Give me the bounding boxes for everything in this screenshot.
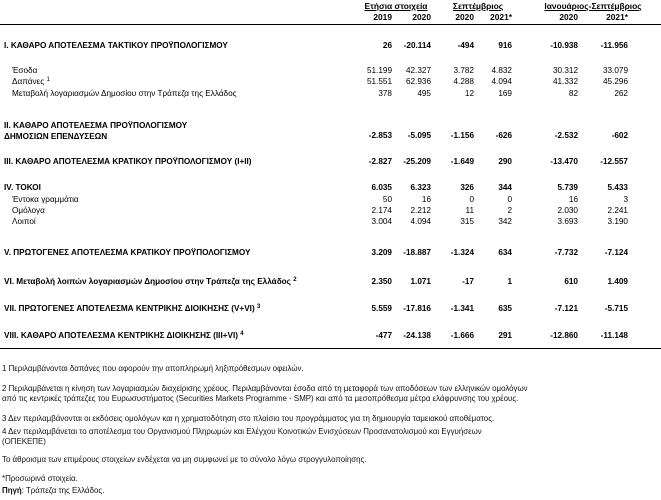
row-label: V. ΠΡΩΤΟΓΕΝΕΣ ΑΠΟΤΕΛΕΣΜΑ ΚΡΑΤΙΚΟΥ ΠΡΟΫΠΟΛΟΓΙΣΜΟΥ [4,248,251,257]
cell-value: -11.148 [600,331,628,340]
cell-value: 30.312 [552,66,578,75]
cell-value: -477 [375,331,392,340]
row-label [4,120,187,142]
source-note [2,486,659,496]
cell-value: 1 [507,277,512,286]
cell-value: 4.094 [491,77,512,86]
row-label [4,304,260,313]
cell-value: 3.693 [557,217,578,226]
provisional-note [2,474,659,484]
cell-value: 51.199 [366,66,392,75]
cell-value: 2.241 [607,206,628,215]
footnote-marker: 3 [256,304,261,310]
cell-value: 51.551 [366,77,392,86]
cell-value: 5.739 [557,183,578,192]
cell-value: 5.433 [607,183,628,192]
cell-value: -12.860 [550,331,578,340]
cell-value: -11.956 [600,41,628,50]
row-label [4,277,297,286]
cell-value: -1.666 [450,331,474,340]
row-label: IV. ΤΟΚΟΙ [4,183,41,192]
cell-value: 326 [460,183,474,192]
cell-value: -602 [611,131,628,140]
cell-value: -17.816 [403,304,431,313]
header-year: 2021* [606,12,628,22]
cell-value: 50 [382,195,392,204]
cell-value: -5.095 [407,131,431,140]
cell-value: 16 [568,195,578,204]
footnote-marker: 2 [293,277,297,283]
cell-value: 2.212 [410,206,431,215]
cell-value: -20.114 [403,41,431,50]
cell-value: -1.649 [450,157,474,166]
row-label-text: VIII. ΚΑΘΑΡΟ ΑΠΟΤΕΛΕΣΜΑ ΚΕΝΤΡΙΚΗΣ ΔΙΟΙΚΗΣΗΣ (III+VI) [4,331,238,340]
cell-value: 5.559 [371,304,392,313]
cell-value: 41.332 [552,77,578,86]
cell-value: 82 [568,89,578,98]
header-group-annual: Ετήσια στοιχεία [364,1,428,11]
cell-value: -7.732 [554,248,578,257]
cell-value: -494 [457,41,474,50]
row-label: Έσοδα [12,66,38,75]
cell-value: -10.938 [550,41,578,50]
footnote-marker: 4 [240,331,244,337]
row-label: Μεταβολή λογαριασμών Δημοσίου στην Τράπεζα της Ελλάδος [12,89,237,98]
cell-value: 16 [421,195,431,204]
footnote-line: 2 Περιλαμβάνεται η κίνηση των λογαριασμών διαχείρισης χρέους. Περιλαμβάνονται έσοδα από τη μεταφορά των αποδόσεων των ελληνικών ομολόγων [2,384,528,393]
row-label [12,77,50,86]
header-year: 2020 [455,12,474,22]
cell-value: 2.174 [371,206,392,215]
source-text: : Τράπεζα της Ελλάδος. [21,486,105,495]
provisional-note-text: *Προσωρινά στοιχεία. [2,474,78,483]
cell-value: 62.936 [405,77,431,86]
cell-value: 45.296 [602,77,628,86]
cell-value: 262 [614,89,628,98]
cell-value: 4.832 [491,66,512,75]
cell-value: 42.327 [405,66,431,75]
row-label: III. ΚΑΘΑΡΟ ΑΠΟΤΕΛΕΣΜΑ ΚΡΑΤΙΚΟΥ ΠΡΟΫΠΟΛΟΓΙΣΜΟΥ (I+II) [4,157,252,166]
row-label-text: VII. ΠΡΩΤΟΓΕΝΕΣ ΑΠΟΤΕΛΕΣΜΑ ΚΕΝΤΡΙΚΗΣ ΔΙΟΙΚΗΣΗΣ (V+VI) [4,304,255,313]
footnote [2,427,659,447]
cell-value: -7.121 [554,304,578,313]
cell-value: 1.409 [607,277,628,286]
cell-value: 4.288 [453,77,474,86]
cell-value: -17 [462,277,474,286]
footnote-line: 1 Περιλαμβάνονται δαπάνες που αφορούν την αποπληρωμή ληξιπρόθεσμων οφειλών. [2,364,304,373]
header-group-september: Σεπτέμβριος [452,1,504,11]
header-divider [0,24,661,25]
cell-value: 6.035 [371,183,392,192]
header-year: 2020 [559,12,578,22]
cell-value: 3.209 [371,248,392,257]
footnote-line: 3 Δεν περιλαμβάνονται οι εκδόσεις ομολόγων και η χρηματοδότηση στο πλαίσιο του προγράμματος για τη δημιουργία ταμειακού αποθέματος. [2,414,495,423]
cell-value: 33.079 [602,66,628,75]
footnote-line: Το άθροισμα των επιμέρους στοιχείων ενδέχεται να μη συμφωνεί με το σύνολο λόγω στρογγυλοποίησης. [2,455,367,464]
cell-value: -2.853 [368,131,392,140]
cell-value: 3.782 [453,66,474,75]
cell-value: 3 [623,195,628,204]
row-label: Έντοκα γραμμάτια [12,195,79,204]
cell-value: -2.532 [554,131,578,140]
footnote [2,455,659,465]
header-year: 2020 [412,12,431,22]
footnote-line: (ΟΠΕΚΕΠΕ) [2,437,46,446]
cell-value: 0 [507,195,512,204]
header-year: 2021* [490,12,512,22]
cell-value: 495 [417,89,431,98]
cell-value: 1.071 [410,277,431,286]
row-label: I. ΚΑΘΑΡΟ ΑΠΟΤΕΛΕΣΜΑ ΤΑΚΤΙΚΟΥ ΠΡΟΫΠΟΛΟΓΙΣΜΟΥ [4,41,228,50]
row-label-text: VI. Μεταβολή λοιπών λογαριασμών Δημοσίου στην Τράπεζα της Ελλάδος [4,277,291,286]
row-label-text: Δαπάνες [12,77,45,86]
cell-value: 0 [469,195,474,204]
cell-value: 344 [498,183,512,192]
cell-value: -13.470 [550,157,578,166]
cell-value: -1.324 [450,248,474,257]
cell-value: 12 [464,89,474,98]
cell-value: 2.350 [371,277,392,286]
cell-value: 169 [498,89,512,98]
cell-value: -12.557 [600,157,628,166]
cell-value: -1.156 [450,131,474,140]
cell-value: 342 [498,217,512,226]
row-label-line: II. ΚΑΘΑΡΟ ΑΠΟΤΕΛΕΣΜΑ ΠΡΟΫΠΟΛΟΓΙΣΜΟΥ [4,121,188,130]
cell-value: -2.827 [368,157,392,166]
cell-value: 634 [498,248,512,257]
header-group-jan-sep: Ιανουάριος-Σεπτέμβριος [544,1,642,11]
cell-value: -24.138 [403,331,431,340]
row-label-line: ΔΗΜΟΣΙΩΝ ΕΠΕΝΔΥΣΕΩΝ [4,132,108,141]
footnote [2,414,659,424]
cell-value: 291 [498,331,512,340]
footnote-line: από τις κεντρικές τράπεζες του Ευρωσυστήματος (Securities Markets Programme - SMP) και από τα μεσοπρόθεσμα μέτρα ελάφρυνσης του χρέους. [2,394,519,403]
cell-value: 3.190 [607,217,628,226]
table-bottom-divider [0,348,661,349]
row-label [4,331,244,340]
footnote [2,364,659,374]
cell-value: 378 [378,89,392,98]
header-year: 2019 [373,12,392,22]
cell-value: 2 [507,206,512,215]
cell-value: 3.004 [371,217,392,226]
cell-value: 916 [498,41,512,50]
cell-value: -5.715 [604,304,628,313]
cell-value: -626 [495,131,512,140]
cell-value: -7.124 [604,248,628,257]
cell-value: 26 [382,41,392,50]
cell-value: -18.887 [403,248,431,257]
cell-value: 11 [465,206,474,215]
cell-value: 6.323 [410,183,431,192]
row-label: Ομόλογα [12,206,45,215]
cell-value: 290 [498,157,512,166]
cell-value: -25.209 [403,157,431,166]
cell-value: 315 [460,217,474,226]
cell-value: -1.341 [450,304,474,313]
cell-value: 635 [498,304,512,313]
row-label: Λοιποί [12,217,36,226]
cell-value: 2.030 [557,206,578,215]
footnote [2,384,659,404]
footnote-line: 4 Δεν περιλαμβάνεται το αποτέλεσμα του Οργανισμού Πληρωμών και Ελέγχου Κοινοτικών Ενισχύσεων Προσανατολισμού και Εγγυήσεων [2,427,482,436]
footnote-marker: 1 [46,77,50,83]
cell-value: 610 [564,277,578,286]
source-label: Πηγή [2,486,22,495]
cell-value: 4.094 [410,217,431,226]
